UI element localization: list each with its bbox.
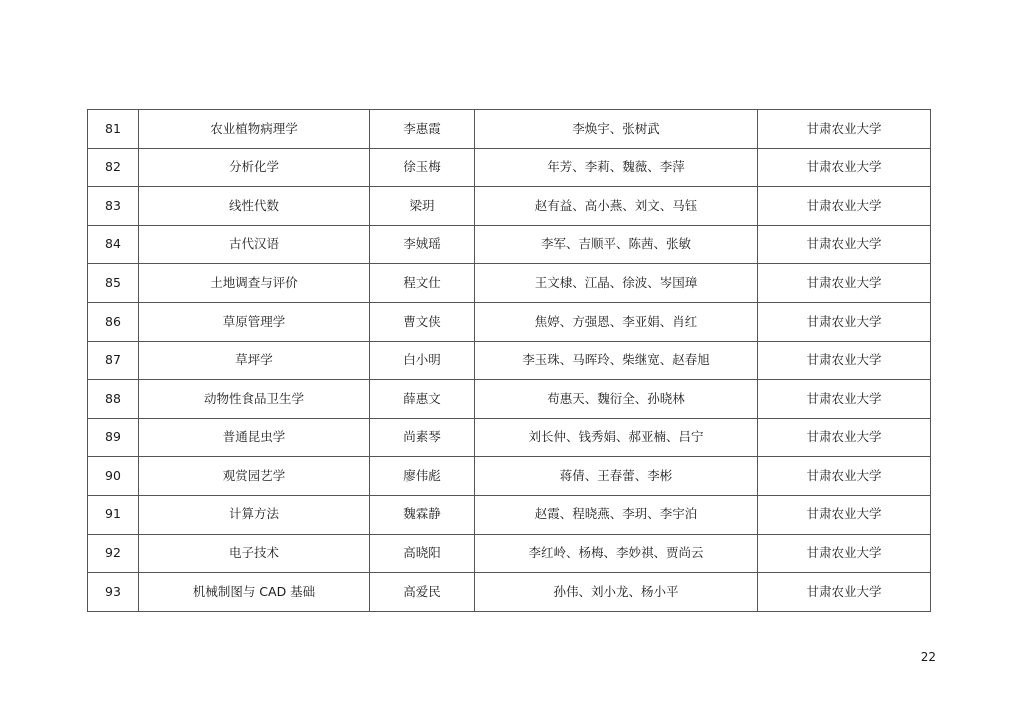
course-name: 土地调查与评价	[139, 264, 370, 303]
table-row	[88, 457, 931, 496]
course-leader: 廖伟彪	[370, 457, 475, 496]
course-name: 草原管理学	[139, 302, 370, 341]
row-number: 91	[88, 495, 139, 534]
course-table-body	[88, 110, 931, 612]
course-leader: 梁玥	[370, 187, 475, 226]
school-name: 甘肃农业大学	[758, 302, 931, 341]
course-leader: 高晓阳	[370, 534, 475, 573]
course-table	[87, 109, 931, 612]
team-members: 李焕宇、张树武	[475, 110, 758, 149]
team-members: 焦婷、方强恩、李亚娟、肖红	[475, 302, 758, 341]
team-members: 李军、吉顺平、陈茜、张敏	[475, 225, 758, 264]
table-row	[88, 418, 931, 457]
course-leader: 薛惠文	[370, 380, 475, 419]
course-leader: 徐玉梅	[370, 148, 475, 187]
school-name: 甘肃农业大学	[758, 573, 931, 612]
row-number: 82	[88, 148, 139, 187]
row-number: 87	[88, 341, 139, 380]
team-members: 赵霞、程晓燕、李玥、李宇泊	[475, 495, 758, 534]
school-name: 甘肃农业大学	[758, 534, 931, 573]
team-members: 年芳、李莉、魏薇、李萍	[475, 148, 758, 187]
table-row	[88, 302, 931, 341]
row-number: 92	[88, 534, 139, 573]
team-members: 李玉珠、马晖玲、柴继宽、赵春旭	[475, 341, 758, 380]
row-number: 86	[88, 302, 139, 341]
table-row	[88, 380, 931, 419]
team-members: 苟惠天、魏衍全、孙晓林	[475, 380, 758, 419]
school-name: 甘肃农业大学	[758, 187, 931, 226]
course-name: 农业植物病理学	[139, 110, 370, 149]
team-members: 王文棣、江晶、徐波、岑国璋	[475, 264, 758, 303]
course-name: 草坪学	[139, 341, 370, 380]
page-number: 22	[920, 650, 936, 664]
school-name: 甘肃农业大学	[758, 264, 931, 303]
course-leader: 尚素琴	[370, 418, 475, 457]
table-row	[88, 264, 931, 303]
team-members: 李红岭、杨梅、李妙祺、贾尚云	[475, 534, 758, 573]
table-row	[88, 534, 931, 573]
course-name: 线性代数	[139, 187, 370, 226]
course-name: 动物性食品卫生学	[139, 380, 370, 419]
course-leader: 李娀瑶	[370, 225, 475, 264]
table-row	[88, 110, 931, 149]
school-name: 甘肃农业大学	[758, 148, 931, 187]
course-name: 观赏园艺学	[139, 457, 370, 496]
school-name: 甘肃农业大学	[758, 495, 931, 534]
school-name: 甘肃农业大学	[758, 110, 931, 149]
table-row	[88, 187, 931, 226]
school-name: 甘肃农业大学	[758, 225, 931, 264]
course-name: 分析化学	[139, 148, 370, 187]
team-members: 刘长仲、钱秀娟、郝亚楠、吕宁	[475, 418, 758, 457]
team-members: 赵有益、高小燕、刘文、马钰	[475, 187, 758, 226]
row-number: 88	[88, 380, 139, 419]
table-row	[88, 148, 931, 187]
course-leader: 程文仕	[370, 264, 475, 303]
row-number: 89	[88, 418, 139, 457]
course-name: 电子技术	[139, 534, 370, 573]
school-name: 甘肃农业大学	[758, 457, 931, 496]
course-leader: 曹文侠	[370, 302, 475, 341]
course-leader: 李惠霞	[370, 110, 475, 149]
school-name: 甘肃农业大学	[758, 341, 931, 380]
row-number: 81	[88, 110, 139, 149]
course-leader: 白小明	[370, 341, 475, 380]
course-leader: 高爱民	[370, 573, 475, 612]
course-name: 古代汉语	[139, 225, 370, 264]
course-name: 机械制图与 CAD 基础	[139, 573, 370, 612]
course-name: 普通昆虫学	[139, 418, 370, 457]
row-number: 83	[88, 187, 139, 226]
table-row	[88, 341, 931, 380]
table-row	[88, 573, 931, 612]
team-members: 孙伟、刘小龙、杨小平	[475, 573, 758, 612]
table-row	[88, 495, 931, 534]
course-name: 计算方法	[139, 495, 370, 534]
row-number: 85	[88, 264, 139, 303]
row-number: 90	[88, 457, 139, 496]
table-row	[88, 225, 931, 264]
course-leader: 魏霖静	[370, 495, 475, 534]
row-number: 93	[88, 573, 139, 612]
school-name: 甘肃农业大学	[758, 418, 931, 457]
team-members: 蒋倩、王春蕾、李彬	[475, 457, 758, 496]
school-name: 甘肃农业大学	[758, 380, 931, 419]
row-number: 84	[88, 225, 139, 264]
